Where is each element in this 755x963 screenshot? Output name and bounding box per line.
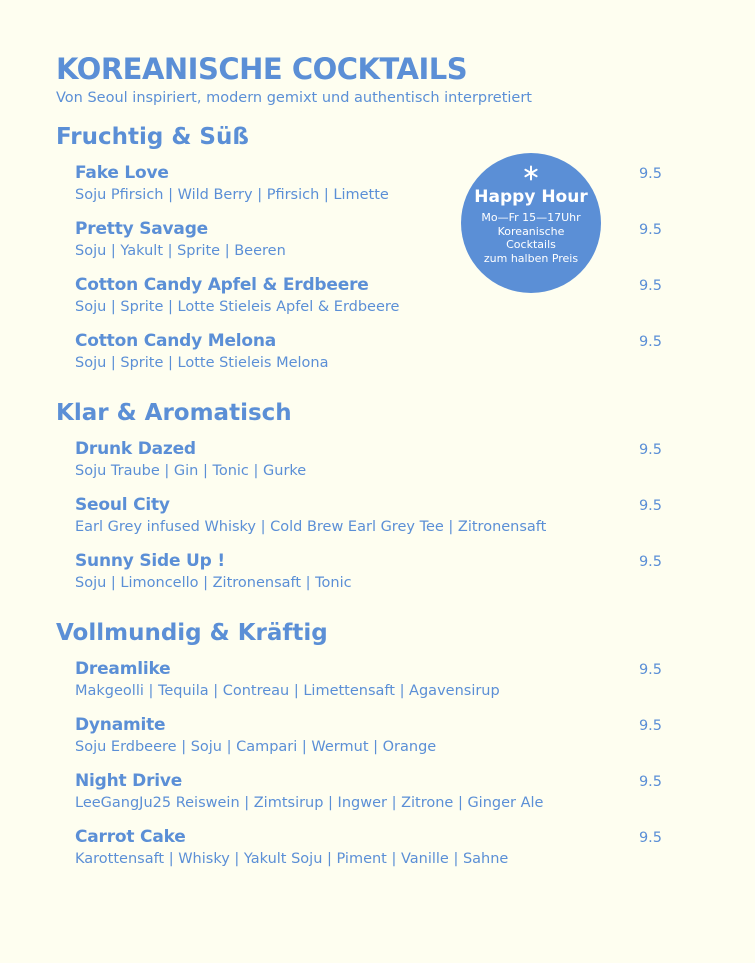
item-name: Dreamlike <box>75 659 171 679</box>
menu-item <box>75 770 676 826</box>
asterisk-star-icon <box>461 165 601 185</box>
menu-item <box>75 438 676 494</box>
item-price: 9.5 <box>638 830 662 846</box>
menu-item <box>75 330 676 386</box>
item-name: Pretty Savage <box>75 219 208 239</box>
badge-text-line: Koreanische <box>497 224 565 238</box>
happy-hour-badge <box>461 153 601 293</box>
item-list <box>75 658 676 882</box>
item-price: 9.5 <box>638 334 662 350</box>
menu-item <box>75 494 676 550</box>
item-description: Karottensaft | Whisky | Yakult Soju | Piment | Vanille | Sahne <box>75 851 509 867</box>
item-price: 9.5 <box>638 498 662 514</box>
item-name: Sunny Side Up ! <box>75 551 225 571</box>
section-title: Vollmundig & Kräftig <box>56 620 328 646</box>
item-name: Seoul City <box>75 495 170 515</box>
badge-text-line: Cocktails <box>506 238 556 251</box>
badge-text-line: zum halben Preis <box>483 251 579 265</box>
menu-item <box>75 826 676 882</box>
item-price: 9.5 <box>638 222 662 238</box>
item-price: 9.5 <box>638 774 662 790</box>
item-name: Fake Love <box>75 163 169 183</box>
item-description: Soju Erdbeere | Soju | Campari | Wermut | Orange <box>75 739 437 755</box>
item-name: Carrot Cake <box>75 827 186 847</box>
badge-hours: Mo—Fr 15—17Uhr <box>481 211 581 224</box>
menu-item <box>75 714 676 770</box>
item-price: 9.5 <box>638 166 662 182</box>
item-name: Cotton Candy Melona <box>75 331 277 351</box>
item-name: Cotton Candy Apfel & Erdbeere <box>75 275 369 295</box>
item-price: 9.5 <box>638 718 662 734</box>
menu-item <box>75 550 676 606</box>
item-name: Dynamite <box>75 715 166 735</box>
menu-item <box>75 274 676 330</box>
section-vollmundig <box>56 619 676 882</box>
item-price: 9.5 <box>638 662 662 678</box>
item-description: Makgeolli | Tequila | Contreau | Limettensaft | Agavensirup <box>75 683 500 699</box>
menu-item <box>75 658 676 714</box>
page-subtitle: Von Seoul inspiriert, modern gemixt und authentisch interpretiert <box>56 90 532 106</box>
section-title: Klar & Aromatisch <box>56 400 292 426</box>
item-price: 9.5 <box>638 278 662 294</box>
item-list <box>75 438 676 606</box>
item-price: 9.5 <box>638 442 662 458</box>
item-description: Soju | Sprite | Lotte Stieleis Melona <box>75 355 329 371</box>
page-title: KOREANISCHE COCKTAILS <box>56 52 468 86</box>
item-description: LeeGangJu25 Reiswein | Zimtsirup | Ingwer | Zitrone | Ginger Ale <box>75 795 544 811</box>
section-klar <box>56 399 676 606</box>
item-description: Soju Traube | Gin | Tonic | Gurke <box>75 463 307 479</box>
item-description: Earl Grey infused Whisky | Cold Brew Earl Grey Tee | Zitronensaft <box>75 519 547 535</box>
item-name: Night Drive <box>75 771 183 791</box>
item-description: Soju | Sprite | Lotte Stieleis Apfel & Erdbeere <box>75 299 400 315</box>
section-title: Fruchtig & Süß <box>56 124 249 150</box>
item-description: Soju | Yakult | Sprite | Beeren <box>75 243 286 259</box>
item-name: Drunk Dazed <box>75 439 196 459</box>
item-description: Soju | Limoncello | Zitronensaft | Tonic <box>75 575 352 591</box>
badge-title: Happy Hour <box>474 187 588 207</box>
item-price: 9.5 <box>638 554 662 570</box>
item-description: Soju Pfirsich | Wild Berry | Pfirsich | Limette <box>75 187 389 203</box>
